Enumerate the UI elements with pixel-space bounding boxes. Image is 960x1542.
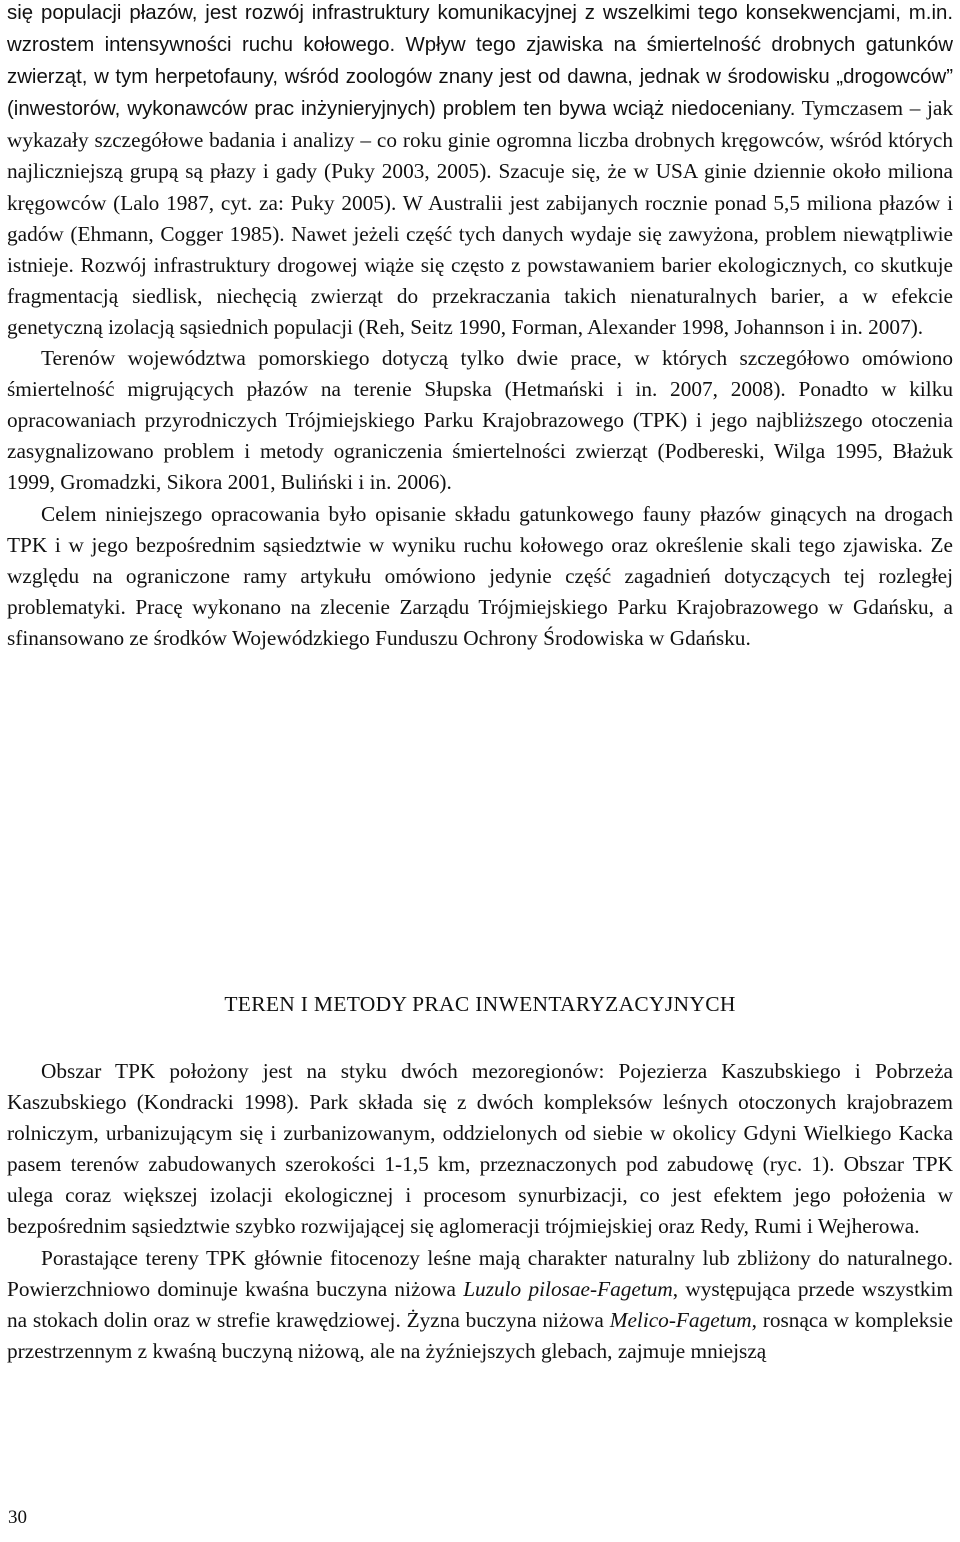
paragraph-text: Tymczasem – jak wykazały szczegółowe badania i analizy – co roku ginie ogromna liczba drobnych kręgowców, wśród których najliczniejszą grupą są płazy i gady (Puky 2003, 2005). Szacuje się, że w USA ginie dziennie około miliona kręgowców (Lalo 1987, cyt. za: Puky 2005). W Australii jest zabijanych rocznie ponad 5,5 miliona płazów i gadów (Ehmann, Cogger 1985). Nawet jeżeli część tych danych wydaje się zawyżona, problem niewątpliwie istnieje. Rozwój infrastruktury drogowej wiąże się często z powstawaniem barier ekologicznych, co skutkuje fragmentacją siedlisk, niechęcią zwierząt do przekraczania takich nienaturalnych barier, a w efekcie genetyczną izolacją sąsiednich populacji (Reh, Seitz 1990, Forman, Alexander 1998, Johannson i in. 2007). xyxy=(7,96,953,339)
paragraph-text: Porastające tereny TPK głównie fitocenozy leśne mają charakter naturalny lub zbliżony do naturalnego. Powierzchniowo dominuje kwaśna buczyna niżowa xyxy=(7,1245,953,1301)
paragraph-text: , występująca przede wszystkim na stokach dolin oraz w strefie krawędziowej. Żyzna buczyna niżowa xyxy=(7,1276,953,1332)
paragraph xyxy=(7,0,953,343)
paragraph: Terenów województwa pomorskiego dotyczą tylko dwie prace, w których szczegółowo omówiono śmiertelność migrujących płazów na terenie Słupska (Hetmański i in. 2007, 2008). Ponadto w kilku opracowaniach przyrodniczych Trójmiejskiego Parku Krajobrazowego (TPK) i jego najbliższego otoczenia zasygnalizowano problem i metody ograniczenia śmiertelności zwierząt (Podbereski, Wilga 1995, Błażuk 1999, Gromadzki, Sikora 2001, Buliński i in. 2006). xyxy=(7,346,953,495)
section-heading: TEREN I METODY PRAC INWENTARYZACYJNYCH xyxy=(224,992,736,1016)
species-name-italic: Melico-Fagetum xyxy=(609,1307,752,1332)
methods-section xyxy=(7,1056,953,1367)
paragraph xyxy=(7,1243,953,1367)
introduction-section xyxy=(7,0,953,654)
page-number: 30 xyxy=(8,1507,27,1528)
paragraph-sans-text: się populacji płazów, jest rozwój infrastruktury komunikacyjnej z wszelkimi tego konsekwencjami, m.in. wzrostem intensywności ruchu kołowego. Wpływ tego zjawiska na śmiertelność drobnych gatunków zwierząt, w tym herpetofauny, wśród zoologów znany jest od dawna, jednak w środowisku „drogowców” (inwestorów, wykonawców prac inżynieryjnych) problem ten bywa wciąż niedoceniany. xyxy=(7,2,953,121)
paragraph: Obszar TPK położony jest na styku dwóch mezoregionów: Pojezierza Kaszubskiego i Pobrzeża Kaszubskiego (Kondracki 1998). Park składa się z dwóch kompleksów leśnych otoczonych krajobrazem rolniczym, urbanizującym się i zurbanizowanym, oddzielonych od siebie w okolicy Gdyni Wielkiego Kacka pasem terenów zabudowanych szerokości 1-1,5 km, przeznaczonych pod zabudowę (ryc. 1). Obszar TPK ulega coraz większej izolacji ekologicznej i procesom synurbizacji, co jest efektem jego położenia w bezpośrednim sąsiedztwie szybko rozwijającej się aglomeracji trójmiejskiej oraz Redy, Rumi i Wejherowa. xyxy=(7,1059,953,1239)
paragraph-text: , rosnąca w kompleksie przestrzennym z kwaśną buczyną niżową, ale na żyźniejszych glebach, zajmuje mniejszą xyxy=(7,1307,953,1363)
species-name-italic: Luzulo pilosae-Fagetum xyxy=(463,1276,673,1301)
section-heading-wrap xyxy=(7,992,953,1017)
paragraph: Celem niniejszego opracowania było opisanie składu gatunkowego fauny płazów ginących na drogach TPK i w jego bezpośrednim sąsiedztwie w wyniku ruchu kołowego oraz określenie skali tego zjawiska. Ze względu na ograniczone ramy artykułu omówiono jedynie część zagadnień dotyczących tej rozległej problematyki. Pracę wykonano na zlecenie Zarządu Trójmiejskiego Parku Krajobrazowego w Gdańsku, a sfinansowano ze środków Wojewódzkiego Funduszu Ochrony Środowiska w Gdańsku. xyxy=(7,501,953,650)
